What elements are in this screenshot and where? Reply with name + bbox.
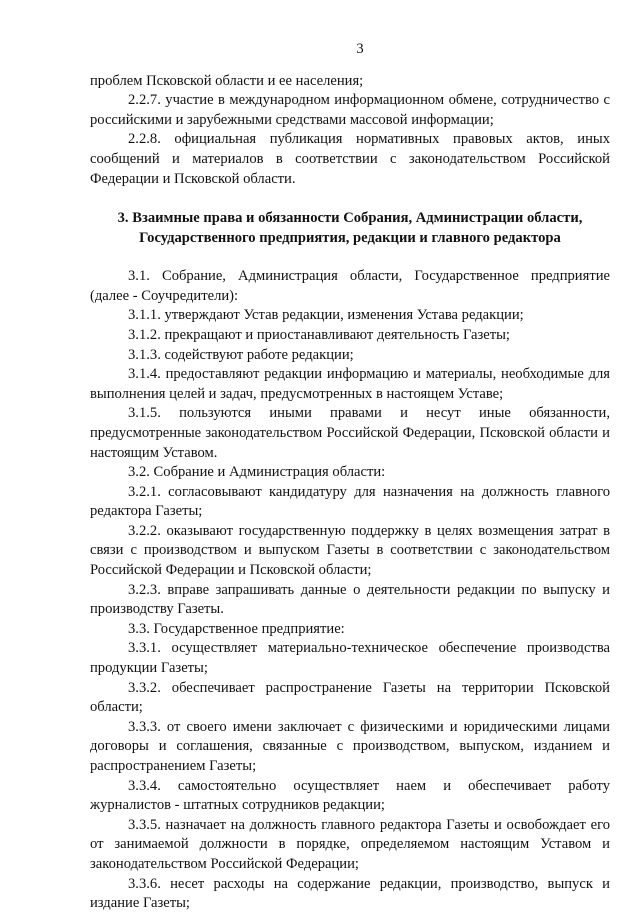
- paragraph: 3.2.2. оказывают государственную поддержку в целях возмещения затрат в связи с производством и выпуском Газеты в соответствии с законодательством Российской Федерации и Псковской области;: [90, 522, 610, 579]
- paragraph: 3.2.3. вправе запрашивать данные о деятельности редакции по выпуску и производству Газеты.: [90, 581, 610, 618]
- paragraph: 3.1.4. предоставляют редакции информацию и материалы, необходимые для выполнения целей и задач, предусмотренных в настоящем Уставе;: [90, 366, 610, 402]
- paragraph: 3.1.1. утверждают Устав редакции, изменения Устава редакции;: [128, 307, 524, 324]
- paragraph: 2.2.8. официальная публикация нормативных правовых актов, иных сообщений и материалов в соответствии с законодательством Российской Федерации и Псковской области.: [90, 131, 610, 187]
- section-heading-line: 3. Взаимные права и обязанности Собрания, Администрации области,: [117, 210, 583, 227]
- paragraph: 3.3.3. от своего имени заключает с физическими и юридическими лицами договоры и соглашения, связанные с производством, выпуском, изданием и распространением Газеты;: [90, 718, 610, 774]
- paragraph: 3.2. Собрание и Администрация области:: [128, 464, 386, 481]
- paragraph: 3.3. Государственное предприятие:: [128, 620, 345, 637]
- page-number: 3: [356, 41, 364, 57]
- paragraph: 3.3.6. несет расходы на содержание редакции, производство, выпуск и издание Газеты;: [90, 875, 610, 912]
- section-heading: [90, 208, 610, 248]
- paragraph: 3.1.3. содействуют работе редакции;: [128, 346, 354, 363]
- paragraph: 2.2.7. участие в международном информационном обмене, сотрудничество с российскими и зарубежными средствами массовой информации;: [90, 92, 610, 128]
- paragraph: 3.3.4. самостоятельно осуществляет наем и обеспечивает работу журналистов - штатных сотрудников редакции;: [90, 777, 610, 814]
- paragraph: 3.3.5. назначает на должность главного редактора Газеты и освобождает его от занимаемой должности в порядке, определяемом настоящим Уставом и законодательством Российской Федерации;: [90, 816, 610, 872]
- paragraph: 3.1.5. пользуются иными правами и несут иные обязанности, предусмотренные законодательством Российской Федерации, Псковской области и настоящим Уставом.: [90, 405, 610, 461]
- section-heading-line: Государственного предприятия, редакции и главного редактора: [139, 230, 561, 247]
- paragraph: 3.3.1. осуществляет материально-техническое обеспечение производства продукции Газеты;: [90, 640, 610, 677]
- paragraph: 3.1. Собрание, Администрация области, Государственное предприятие (далее - Соучредители):: [90, 268, 610, 304]
- paragraph: 3.1.2. прекращают и приостанавливают деятельность Газеты;: [128, 326, 510, 343]
- paragraph: 3.3.2. обеспечивает распространение Газеты на территории Псковской области;: [90, 679, 610, 716]
- paragraph: 3.2.1. согласовывают кандидатуру для назначения на должность главного редактора Газеты;: [90, 483, 610, 520]
- paragraph: проблем Псковской области и ее населения;: [90, 72, 364, 89]
